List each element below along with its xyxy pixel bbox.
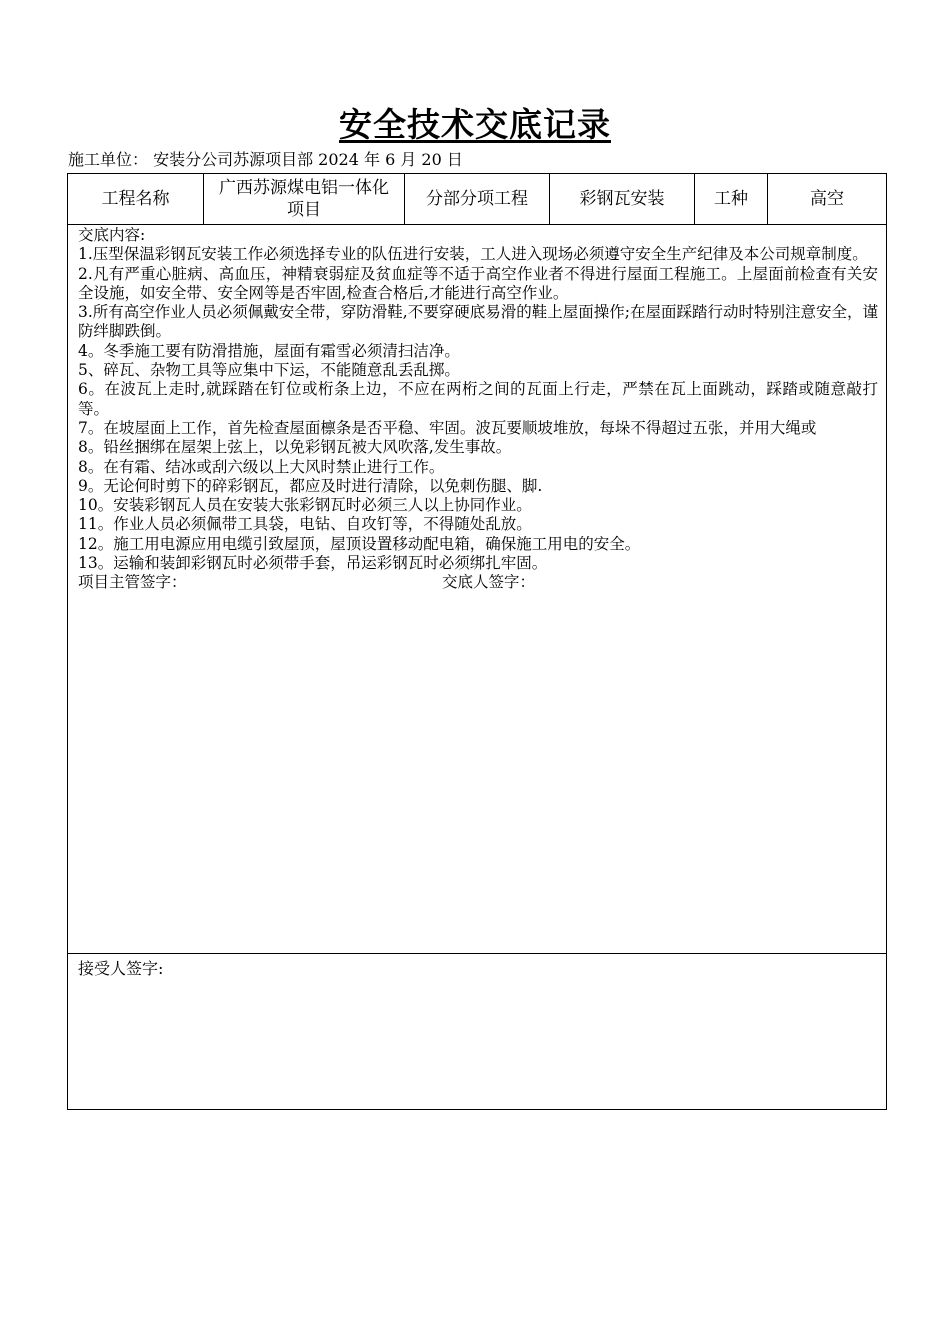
trade-label: 工种	[695, 174, 768, 224]
project-name-value: 广西苏源煤电铝一体化项目	[204, 174, 405, 224]
record-table	[67, 173, 887, 1110]
content-item: 12。施工用电源应用电缆引致屋顶，屋顶设置移动配电箱，确保施工用电的安全。	[78, 534, 641, 553]
content-item: 13。运输和装卸彩钢瓦时必须带手套，吊运彩钢瓦时必须绑扎牢固。	[78, 554, 548, 573]
content-item: 9。无论何时剪下的碎彩钢瓦，都应及时进行清除，以免刺伤腿、脚.	[78, 476, 543, 495]
briefing-content	[78, 226, 878, 595]
construction-unit-line: 施工单位： 安装分公司苏源项目部 2024 年 6 月 20 日	[68, 150, 463, 169]
content-item: 5、碎瓦、杂物工具等应集中下运，不能随意乱丢乱掷。	[78, 361, 460, 380]
content-item: 1.压型保温彩钢瓦安装工作必须选择专业的队伍进行安装，工人进入现场必须遵守安全生产纪律及本公司规章制度。	[78, 245, 868, 264]
section-divider	[68, 953, 886, 954]
content-item: 2.凡有严重心脏病、高血压，神精衰弱症及贫血症等不适于高空作业者不得进行屋面工程施工。上屋面前检查有关安全设施，如安全带、安全网等是否牢固,检查合格后,才能进行高空作业。	[78, 264, 878, 302]
supervisor-signature-label: 项目主管签字：	[78, 573, 187, 592]
content-item: 11。作业人员必须佩带工具袋，电钻、自攻钉等，不得随处乱放。	[78, 515, 532, 534]
content-item: 8。在有霜、结冰或刮六级以上大风时禁止进行工作。	[78, 457, 445, 476]
header-row	[68, 174, 886, 225]
content-item: 3.所有高空作业人员必须佩戴安全带，穿防滑鞋,不要穿硬底易滑的鞋上屋面操作;在屋面踩踏行动时特别注意安全，谨防绊脚跌倒。	[78, 303, 878, 341]
signature-row	[78, 573, 878, 595]
content-item: 10。安装彩钢瓦人员在安装大张彩钢瓦时必须三人以上协同作业。	[78, 496, 532, 515]
document-title: 安全技术交底记录	[339, 105, 611, 144]
presenter-signature-label: 交底人签字：	[442, 573, 536, 592]
content-heading: 交底内容:	[78, 226, 146, 244]
content-item: 8。铅丝捆绑在屋架上弦上，以免彩钢瓦被大风吹落,发生事故。	[78, 438, 512, 457]
content-item: 7。在坡屋面上工作，首先检查屋面檩条是否平稳、牢固。波瓦要顺坡堆放，每垛不得超过五张，并用大绳或	[78, 418, 817, 437]
subproject-value: 彩钢瓦安装	[550, 174, 695, 224]
project-name-label: 工程名称	[68, 174, 204, 224]
content-item: 4。冬季施工要有防滑措施，屋面有霜雪必须清扫洁净。	[78, 341, 460, 360]
receiver-signature-label: 接受人签字:	[78, 959, 164, 978]
content-item: 6。在波瓦上走时,就踩踏在钉位或桁条上边，不应在两桁之间的瓦面上行走，严禁在瓦上面跳动，踩踏或随意敲打等。	[78, 380, 878, 418]
trade-value: 高空	[810, 189, 844, 209]
subproject-label: 分部分项工程	[405, 174, 550, 224]
